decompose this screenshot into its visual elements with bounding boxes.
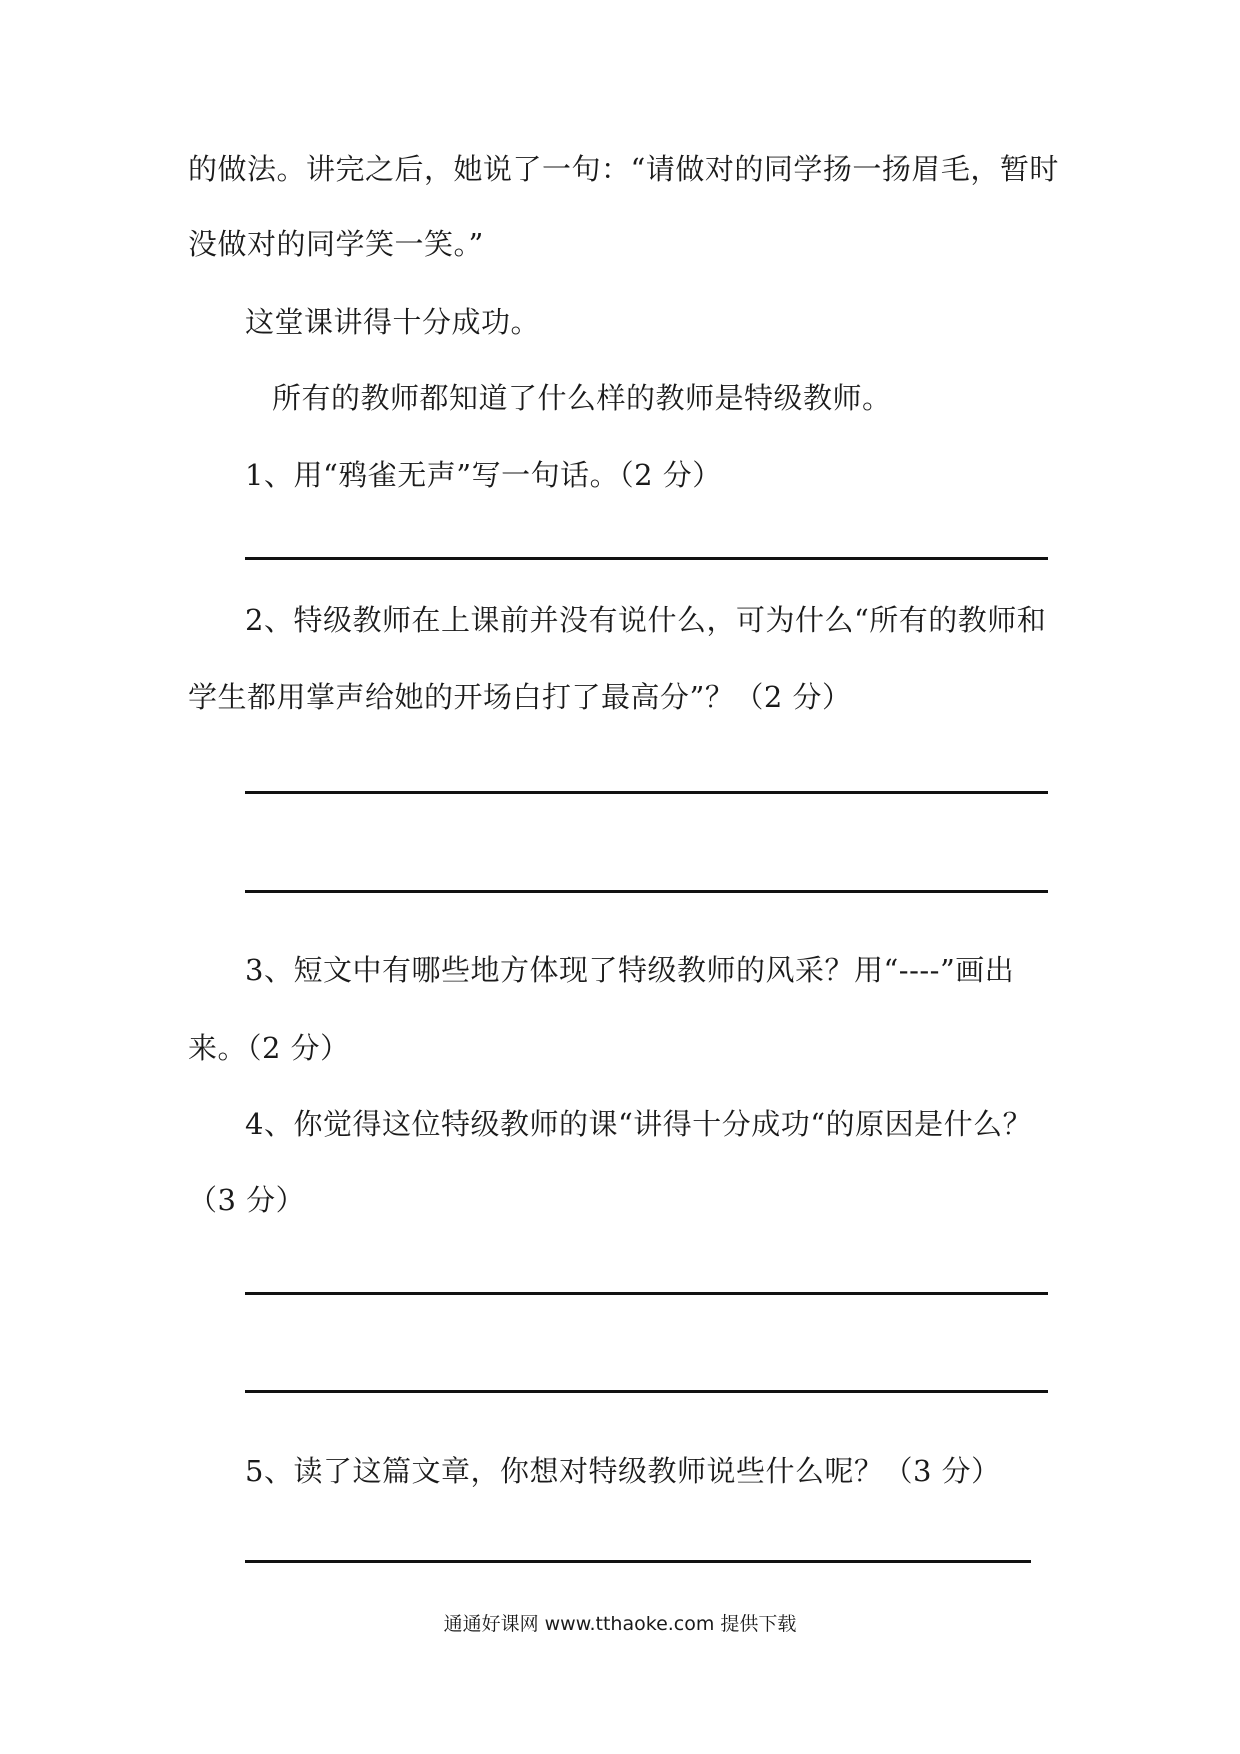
passage-line-1: 的做法。讲完之后，她说了一句：“请做对的同学扬一扬眉毛，暂时 (188, 152, 1059, 186)
question-3-line-1: 3、短文中有哪些地方体现了特级教师的风采？用“----”画出 (245, 953, 1015, 987)
passage-line-3: 这堂课讲得十分成功。 (245, 305, 541, 339)
page-footer: 通通好课网 www.tthaoke.com 提供下载 (443, 1613, 797, 1635)
question-1: 1、用“鸦雀无声”写一句话。（2 分） (245, 458, 722, 492)
question-4-line-1: 4、你觉得这位特级教师的课“讲得十分成功“的原因是什么？ (245, 1107, 1033, 1141)
passage-line-2: 没做对的同学笑一笑。” (188, 227, 484, 261)
answer-line-q4-b[interactable] (245, 1390, 1048, 1393)
passage-line-4: 所有的教师都知道了什么样的教师是特级教师。 (272, 381, 892, 415)
question-5: 5、读了这篇文章，你想对特级教师说些什么呢？（3 分） (245, 1454, 1001, 1488)
question-3-line-2: 来。（2 分） (188, 1031, 350, 1065)
answer-line-q2-a[interactable] (245, 791, 1048, 794)
question-4-line-2: （3 分） (188, 1183, 306, 1217)
answer-line-q2-b[interactable] (245, 890, 1048, 893)
question-2-line-1: 2、特级教师在上课前并没有说什么，可为什么“所有的教师和 (245, 603, 1047, 637)
question-2-line-2: 学生都用掌声给她的开场白打了最高分”？（2 分） (188, 680, 852, 714)
answer-line-q5[interactable] (245, 1560, 1031, 1563)
answer-line-q1[interactable] (245, 557, 1048, 560)
answer-line-q4-a[interactable] (245, 1292, 1048, 1295)
